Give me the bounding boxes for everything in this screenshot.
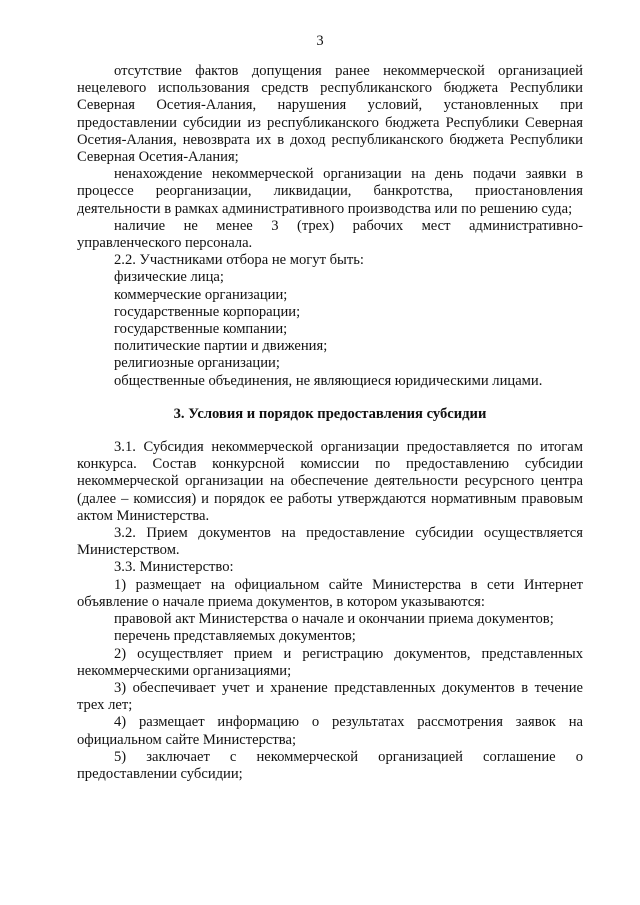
list-item: общественные объединения, не являющиеся юридическими лицами. [114, 372, 543, 389]
paragraph: правовой акт Министерства о начале и окончании приема документов; [114, 611, 554, 628]
paragraph: 4) размещает информацию о результатах рассмотрения заявок на официальном сайте Министерства; [77, 714, 583, 748]
list-item: коммерческие организации; [114, 286, 288, 303]
paragraph: 3.1. Субсидия некоммерческой организации предоставляется по итогам конкурса. Состав конкурсной комиссии по предоставлению субсидии некоммерческой организации на обеспечение деятельности ресурсного центра (далее – комиссия) и порядок ее работы утверждаются нормативным правовым актом Министерства. [77, 439, 583, 524]
paragraph: 2) осуществляет прием и регистрацию документов, представленных некоммерческими организациями; [77, 645, 583, 679]
paragraph: ненахождение некоммерческой организации на день подачи заявки в процессе реорганизации, ликвидации, банкротства, приостановления деятельности в рамках административного производства или по решению суда; [77, 166, 583, 217]
list-item: государственные корпорации; [114, 303, 301, 320]
list-item: физические лица; [114, 269, 224, 286]
paragraph: 1) размещает на официальном сайте Министерства в сети Интернет объявление о начале приема документов, в котором указываются: [77, 576, 583, 610]
document-body [77, 63, 583, 783]
paragraph: отсутствие фактов допущения ранее некоммерческой организацией нецелевого использования средств республиканского бюджета Республики Северная Осетия-Алания, нарушения условий, установленных при предоставлении субсидии из республиканского бюджета Республики Северная Осетия-Алания, невозврата их в доход республиканского бюджета Республики Северная Осетия-Алания; [77, 63, 583, 166]
paragraph: 3) обеспечивает учет и хранение представленных документов в течение трех лет; [77, 679, 583, 714]
paragraph: 5) заключает с некоммерческой организацией соглашение о предоставлении субсидии; [77, 748, 583, 782]
list-item: политические партии и движения; [114, 338, 328, 355]
paragraph: 3.3. Министерство: [114, 559, 234, 576]
list-item: государственные компании; [114, 321, 288, 338]
page-number: 3 [316, 33, 324, 49]
paragraph: наличие не менее 3 (трех) рабочих мест административно-управленческого персонала. [77, 217, 583, 252]
list-item: религиозные организации; [114, 355, 280, 372]
paragraph: 2.2. Участниками отбора не могут быть: [114, 252, 364, 269]
paragraph: перечень представляемых документов; [114, 628, 356, 645]
section-heading: 3. Условия и порядок предоставления субсидии [173, 405, 487, 422]
paragraph: 3.2. Прием документов на предоставление субсидии осуществляется Министерством. [77, 525, 583, 559]
